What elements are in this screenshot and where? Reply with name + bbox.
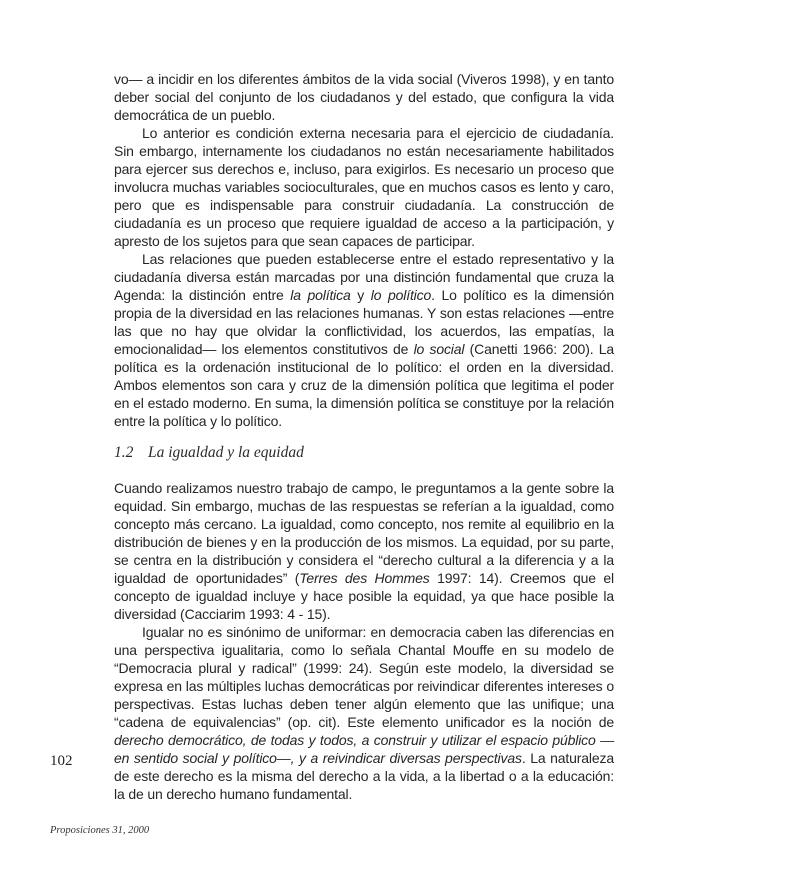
- body-text-section-1: [114, 70, 614, 430]
- italic-phrase-derecho-democratico: derecho democrático, de todas y todos, a construir y utilizar el espacio público —en sentido social y político—, y a reivindicar diversas perspectivas: [114, 732, 614, 766]
- paragraph-4-text: 1997: 14). Creemos que el concepto de igualdad incluye y hace posible la equidad, ya que hace posible la diversidad (Cacciarim 1993: 4 - 15).: [114, 570, 614, 622]
- paragraph-5-text: Igualar no es sinónimo de uniformar: en democracia caben las diferencias en una perspectiva igualitaria, como lo señala Chantal Mouffe en su modelo de “Democracia plural y radical” (1999: 24). Según este modelo, la diversidad se expresa en las múltiples luchas democráticas por reivindicar diferentes intereses o perspectivas. Estas luchas deben tener algún elemento que las unifique; una “cadena de equivalencias” (op. cit). Este elemento unificador es la noción de: [114, 624, 614, 730]
- section-number: 1.2: [114, 444, 134, 461]
- paragraph-5-text: . La naturaleza de este derecho es la misma del derecho a la vida, a la libertad o a la educación: la de un derecho humano fundamental.: [114, 750, 615, 802]
- paragraph-3: [114, 250, 614, 430]
- paragraph-4: [114, 479, 614, 623]
- paragraph-3-text: Las relaciones que pueden establecerse entre el estado representativo y la ciudadanía diversa están marcadas por una distinción fundamental que cruza la Agenda: la distinción entre: [114, 251, 614, 303]
- paragraph-2: Lo anterior es condición externa necesaria para el ejercicio de ciudadanía. Sin embargo, internamente los ciudadanos no están necesariamente habilitados para ejercer sus derechos e, incluso, para exigirlos. Es necesario un proceso que involucra muchas variables socioculturales, que en muchos casos es lento y caro, pero que es indispensable para construir ciudadanía. La construcción de ciudadanía es un proceso que requiere igualdad de acceso a la participación, y apresto de los sujetos para que sean capaces de participar.: [114, 125, 614, 249]
- section-title: La igualdad y la equidad: [148, 444, 304, 461]
- italic-term-terres-des-hommes: Terres des Hommes: [299, 570, 430, 586]
- section-heading: [114, 444, 304, 462]
- paragraph-1: vo— a incidir en los diferentes ámbitos de la vida social (Viveros 1998), y en tanto deber social del conjunto de los ciudadanos y del estado, que configura la vida democrática de un pueblo.: [114, 71, 614, 123]
- paragraph-3-text: (Canetti 1966: 200). La política es la ordenación institucional de lo político: el orden en la diversidad. Ambos elementos son cara y cruz de la dimensión política que legitima el poder en el estado moderno. En suma, la dimensión política se constituye por la relación entre la política y lo político.: [114, 341, 614, 429]
- paragraph-5: [114, 623, 614, 803]
- page-number: 102: [50, 753, 73, 769]
- italic-term-lo-politico: lo político: [370, 287, 432, 303]
- paragraph-3-text: . Lo político es la dimensión propia de la diversidad en las relaciones humanas. Y son estas relaciones —entre las que no hay que olvidar la conflictividad, los acuerdos, las empatías, la emocionalidad— los elementos constitutivos de: [114, 287, 614, 357]
- italic-term-lo-social: lo social: [413, 341, 465, 357]
- paragraph-3-text: y: [350, 287, 371, 303]
- paragraph-4-text: Cuando realizamos nuestro trabajo de campo, le preguntamos a la gente sobre la equidad. Sin embargo, muchas de las respuestas se referían a la igualdad, como concepto más cercano. La igualdad, como concepto, nos remite al equilibrio en la distribución de bienes y en la producción de los mismos. La equidad, por su parte, se centra en la distribución y considera el “derecho cultural a la diferencia y a la igualdad de oportunidades” (: [114, 480, 614, 586]
- italic-term-la-politica: la política: [290, 287, 351, 303]
- journal-footer: Proposiciones 31, 2000: [50, 825, 150, 836]
- body-text-section-2: [114, 479, 614, 803]
